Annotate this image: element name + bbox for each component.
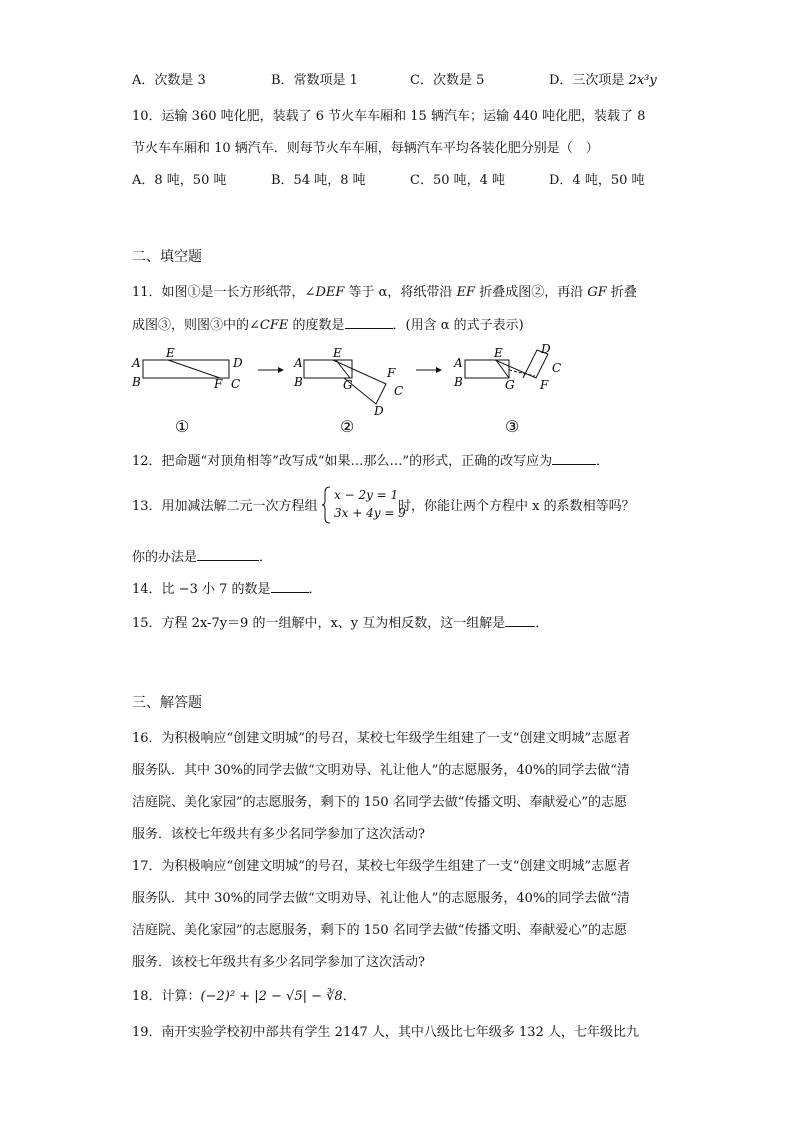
q17-line-4: 服务．该校七年级共有多少名同学参加了这次活动?	[132, 955, 425, 970]
q12-answer-blank[interactable]	[552, 452, 596, 465]
fig3-label-g: G	[505, 378, 515, 392]
fig2-label-d: D	[374, 404, 384, 418]
fig3-label-a: A	[454, 356, 463, 370]
q11-gf: GF	[587, 285, 607, 300]
q14-line	[132, 580, 322, 599]
q11-text-a: 11．如图①是一长方形纸带，	[132, 285, 305, 300]
fig2-label-b: B	[294, 375, 303, 389]
q10-line-1: 10．运输 360 吨化肥，装载了 6 节火车车厢和 15 辆汽车；运输 440 吨化肥，装载了 8	[132, 109, 646, 124]
q9-option-b: B．常数项是 1	[271, 73, 358, 88]
fig2-caption: ②	[340, 417, 355, 436]
fig2-label-e: E	[333, 346, 342, 360]
q13-prefix: 13．用加减法解二元一次方程组	[132, 499, 318, 514]
fig3-label-e: E	[494, 346, 503, 360]
section-answer-title: 三、解答题	[132, 695, 202, 711]
q11-text-b: 等于 α，将纸带沿	[344, 285, 457, 300]
q14-text: 14．比 −3 小 7 的数是	[132, 582, 271, 597]
q10-option-d: D．4 吨，50 吨	[549, 173, 645, 188]
q13-equations	[334, 486, 406, 522]
q11-text-d: 折叠	[606, 285, 637, 300]
q11-angle-def: ∠DEF	[304, 285, 345, 300]
fig1-strip	[143, 360, 229, 378]
q18-line	[132, 988, 356, 1006]
q12-end: ．	[596, 454, 610, 469]
folding-diagram	[128, 342, 588, 438]
q14-end: ．	[308, 582, 322, 597]
fig3-line	[496, 360, 509, 378]
q11-figure	[128, 342, 588, 442]
q11-answer-blank[interactable]	[345, 316, 393, 329]
q14-answer-blank[interactable]	[271, 580, 309, 593]
fig1-label-d: D	[233, 356, 243, 370]
q11-angle-cfe: ∠CFE	[249, 318, 289, 333]
arrow-1-head	[278, 367, 284, 373]
q15-text: 15．方程 2x-7y＝9 的一组解中，x、y 互为相反数，这一组解是	[132, 616, 506, 631]
fig2-label-a: A	[294, 356, 303, 370]
q10-option-a: A．8 吨，50 吨	[132, 173, 227, 188]
fig3-dashed-line	[509, 370, 535, 376]
fig3-label-d: D	[541, 342, 551, 356]
q13-suffix: 时，你能让两个方程中 x 的系数相等吗？	[398, 499, 635, 514]
q9-option-d-math: 2x³y	[628, 73, 657, 88]
fig1-caption: ①	[175, 417, 190, 436]
q10-option-b: B．54 吨，8 吨	[271, 173, 366, 188]
fig1-label-c: C	[231, 377, 241, 391]
q18-prefix: 18．计算：	[132, 989, 201, 1004]
q13-end: ．	[259, 550, 273, 565]
q16-line-3: 洁庭院、美化家园”的志愿服务，剩下的 150 名同学去做“传播文明、奉献爱心”的志愿	[132, 795, 628, 810]
q13-text-2: 你的办法是	[132, 550, 198, 565]
q17-line-2: 服务队．其中 30%的同学去做“文明劝导、礼让他人”的志愿服务，40%的同学去做“清	[132, 891, 630, 906]
q9-option-a: A．次数是 3	[132, 73, 206, 88]
fig3-caption: ③	[505, 417, 520, 436]
q9-option-d-label: D．三次项是	[549, 73, 629, 88]
q15-answer-blank[interactable]	[505, 614, 535, 627]
q18-end: ．	[342, 989, 356, 1004]
fig1-label-e: E	[166, 346, 175, 360]
q12-line	[132, 452, 609, 471]
q17-line-1: 17．为积极响应“创建文明城”的号召，某校七年级学生组建了一支“创建文明城”志愿者	[132, 859, 631, 874]
q11-text-e: 成图③，则图③中的	[132, 318, 250, 333]
q11-text-c: 折叠成图②，再沿	[475, 285, 588, 300]
fig1-fold-line	[168, 360, 220, 378]
fig2-label-g: G	[343, 378, 353, 392]
q15-line	[132, 614, 548, 633]
fig1-label-b: B	[132, 375, 141, 389]
q15-end: ．	[535, 616, 549, 631]
q16-line-4: 服务．该校七年级共有多少名同学参加了这次活动?	[132, 827, 425, 842]
q17-line-3: 洁庭院、美化家园”的志愿服务，剩下的 150 名同学去做“传播文明、奉献爱心”的志愿	[132, 923, 628, 938]
q9-option-c: C．次数是 5	[410, 73, 485, 88]
fig3-label-b: B	[454, 375, 463, 389]
fig2-label-f: F	[387, 366, 396, 380]
fig1-label-a: A	[132, 356, 141, 370]
fig2-strip	[304, 360, 352, 378]
section-fill-in-title: 二、填空题	[132, 249, 202, 265]
q10-option-c: C．50 吨，4 吨	[410, 173, 506, 188]
q13-eq-2: 3x + 4y = 9	[334, 506, 406, 520]
q16-line-1: 16．为积极响应“创建文明城”的号召，某校七年级学生组建了一支“创建文明城”志愿者	[132, 731, 631, 746]
fig1-label-f: F	[214, 377, 223, 391]
q13-line-2	[132, 548, 272, 567]
fig3-label-c: C	[552, 361, 562, 375]
arrow-2-head	[436, 367, 442, 373]
q16-line-2: 服务队．其中 30%的同学去做“文明劝导、礼让他人”的志愿服务，40%的同学去做“清	[132, 763, 630, 778]
fig3-label-f: F	[540, 378, 549, 392]
q11-ef: EF	[456, 285, 476, 300]
q13-eq-1: x − 2y = 1	[334, 488, 399, 502]
fig2-line	[336, 360, 350, 378]
q10-line-2: 节火车车厢和 10 辆汽车．则每节火车车厢，每辆汽车平均各装化肥分别是（ ）	[132, 141, 599, 156]
q9-option-d	[549, 72, 657, 90]
q18-expression: (−2)² + |2 − √5| − ∛8	[200, 989, 343, 1004]
q11-text-f: 的度数是	[288, 318, 345, 333]
fig2-label-c: C	[394, 384, 404, 398]
q12-text: 12．把命题“对顶角相等”改写成“如果…那么…”的形式，正确的改写应为	[132, 454, 553, 469]
q11-text-g: ．(用含 α 的式子表示)	[392, 318, 524, 333]
q13-answer-blank[interactable]	[197, 548, 259, 561]
q11-line-1	[132, 284, 637, 302]
brace-icon	[322, 486, 332, 524]
q11-line-2	[132, 316, 524, 335]
q19-line-1: 19．南开实验学校初中部共有学生 2147 人，其中八级比七年级多 132 人，七年级比九	[132, 1025, 639, 1040]
